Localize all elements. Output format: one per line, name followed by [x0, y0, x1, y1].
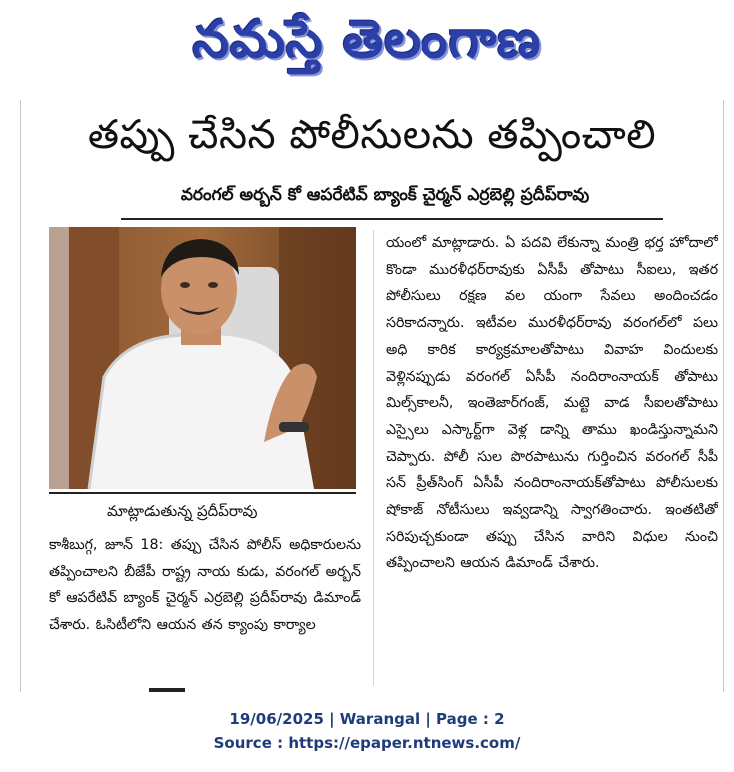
article-body-left-column: కాశీబుగ్గ, జూన్ 18: తప్పు చేసిన పోలీస్ అధికారులను తప్పించాలని బీజేపీ రాష్ట్ర నాయ కుడు, వరంగల్ అర్బన్ కో ఆపరేటివ్ బ్యాంక్ చైర్మన్ ఎర్రబెల్లి ప్రదీప్‌రావు డిమాండ్ చేశారు. ఓసిటీలోని ఆయన తన క్యాంపు కార్యాల	[49, 537, 361, 634]
article-subhead: వరంగల్ అర్బన్ కో ఆపరేటివ్ బ్యాంక్ చైర్మన్ ఎర్రబెల్లి ప్రదీప్‌రావు	[180, 185, 590, 205]
article-photo	[49, 227, 356, 489]
person-photo-illustration	[49, 227, 356, 489]
subhead-divider	[121, 218, 663, 220]
column-divider	[373, 230, 374, 686]
edition-info: 19/06/2025 | Warangal | Page : 2	[229, 710, 505, 728]
newspaper-logo: నమస్తే తెలంగాణ	[192, 10, 542, 70]
photo-caption: మాట్లాడుతున్న ప్రదీప్‌రావు	[107, 502, 258, 520]
source-link[interactable]: Source : https://epaper.ntnews.com/	[213, 734, 521, 752]
caption-divider	[49, 492, 356, 494]
masthead	[0, 0, 734, 80]
news-clipping	[20, 100, 724, 692]
article-headline: తప్పు చేసిన పోలీసులను తప్పించాలి	[87, 112, 657, 158]
bottom-rule-fragment	[149, 688, 185, 692]
article-body-right-column: యంలో మాట్లాడారు. ఏ పదవి లేకున్నా మంత్రి భర్త హోదాలో కొండా మురళీధర్‌రావుకు ఏసీపీ తోపాటు సీఐలు, ఇతర పోలీసులు రక్షణ వల యంగా సేవలు అందించడం సరికాదన్నారు. ఇటీవల మురళీధర్‌రావు వరంగల్‌లో పలు అధి కారిక కార్యక్రమాలతోపాటు వివాహ విందులకు వెళ్లినప్పుడు వరంగల్ ఏసీపీ నందిరాంనాయక్ తోపాటు మిల్స్‌కాలనీ, ఇంతెజార్‌గంజ్, మట్టె వాడ సీఐలతోపాటు ఎస్సైలు ఎస్కార్ట్‌గా వెళ్ల డాన్ని తాము ఖండిస్తున్నామని చెప్పారు. పోలీ సుల పొరపాటును గుర్తించిన వరంగల్ సీపీ సన్ ప్రీత్‌సింగ్ ఏసీపీ నందిరాంనాయక్‌తోపాటు పోలీసులకు షోకాజ్ నోటీసులు ఇవ్వడాన్ని స్వాగతించారు. ఇంతటితో సరిపుచ్చకుండా తప్పు చేసిన వారిని విధుల నుంచి తప్పించాలని ఆయన డిమాండ్ చేశారు.	[386, 235, 718, 572]
